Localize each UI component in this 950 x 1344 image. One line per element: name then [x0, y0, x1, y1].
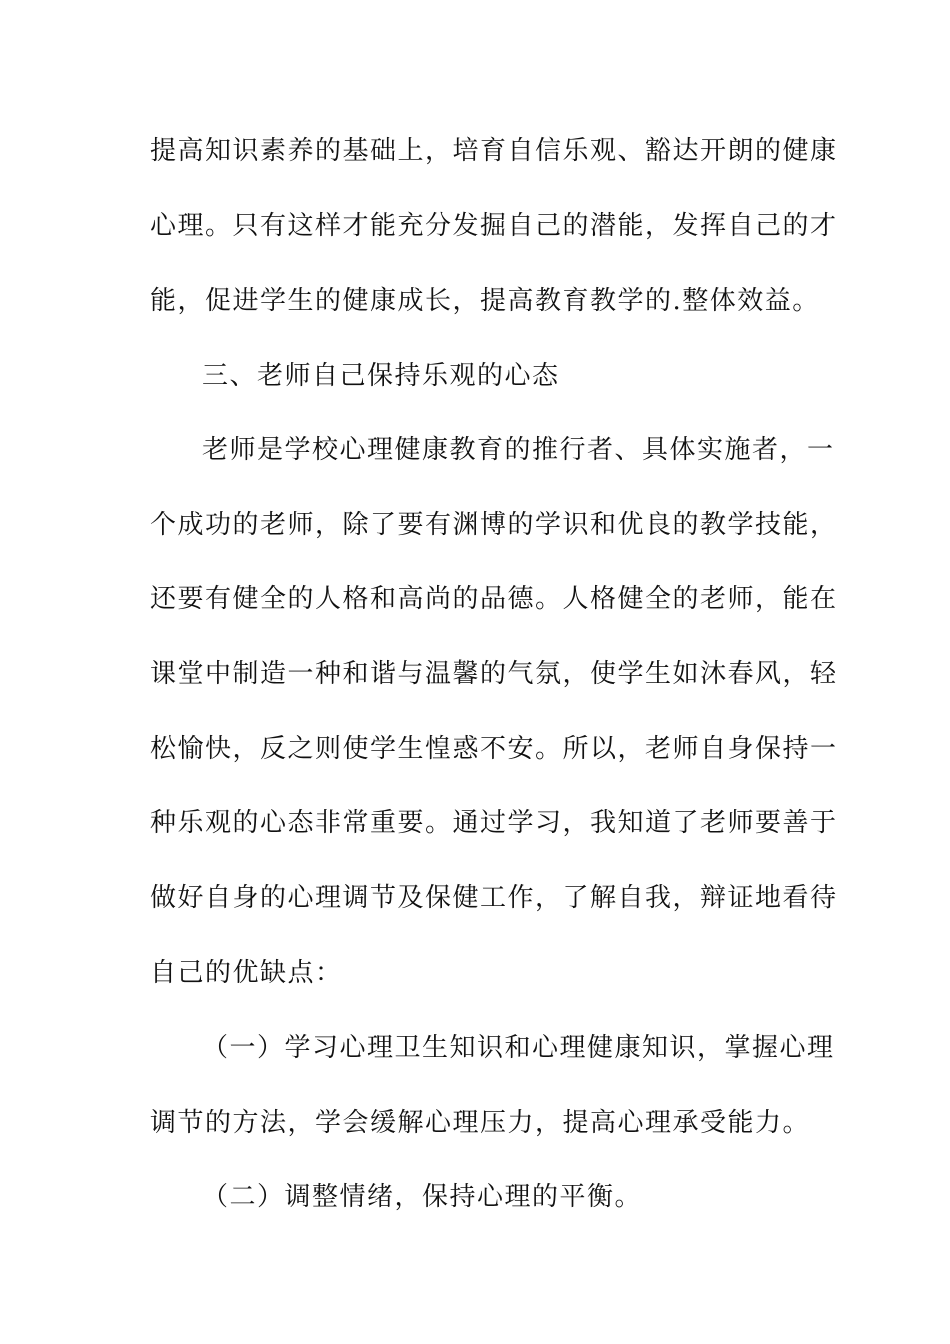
paragraph-line: 心理。只有这样才能充分发掘自己的潜能，发挥自己的才: [150, 211, 838, 241]
list-item-line: （一）学习心理卫生知识和心理健康知识，掌握心理: [202, 1033, 835, 1063]
paragraph-line: 提高知识素养的基础上，培育自信乐观、豁达开朗的健康: [150, 136, 838, 166]
paragraph-line: 种乐观的心态非常重要。通过学习，我知道了老师要善于: [150, 808, 838, 838]
list-item-line: （二）调整情绪，保持心理的平衡。: [202, 1182, 643, 1212]
paragraph-line: 个成功的老师，除了要有渊博的学识和优良的教学技能，: [150, 510, 838, 540]
paragraph-line: 自己的优缺点：: [150, 958, 343, 988]
section-heading: 三、老师自己保持乐观的心态: [202, 361, 560, 391]
paragraph-line: 还要有健全的人格和高尚的品德。人格健全的老师，能在: [150, 584, 838, 614]
list-item-line: 调节的方法，学会缓解心理压力，提高心理承受能力。: [150, 1108, 811, 1138]
paragraph-line: 老师是学校心理健康教育的推行者、具体实施者，一: [202, 435, 835, 465]
paragraph-line: 做好自身的心理调节及保健工作，了解自我，辩证地看待: [150, 883, 838, 913]
paragraph-line: 松愉快，反之则使学生惶惑不安。所以，老师自身保持一: [150, 734, 838, 764]
paragraph-line: 课堂中制造一种和谐与温馨的气氛，使学生如沐春风，轻: [150, 659, 838, 689]
paragraph-line: 能，促进学生的健康成长，提高教育教学的.整体效益。: [150, 286, 820, 316]
